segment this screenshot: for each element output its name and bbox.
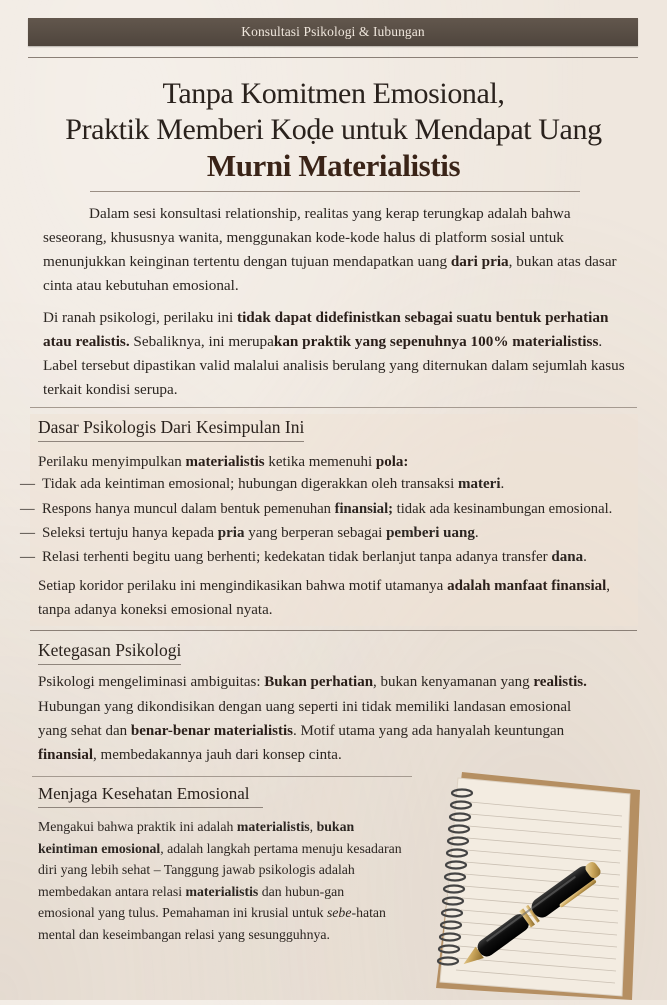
text: .	[474, 525, 479, 541]
section2-paragraph	[38, 695, 603, 767]
section-heading-dasar: Dasar Psikologis Dari Kesimpulan Ini	[38, 417, 304, 442]
emphasis: Bukan perhatian	[264, 674, 374, 690]
notebook-with-pen-icon	[410, 760, 667, 1000]
emphasis: bukan keintiman emosional	[38, 819, 355, 856]
emphasis: adalah manfaat finansial	[447, 578, 607, 594]
bullet-item	[20, 522, 640, 544]
title-line-3: Murni Materialistis	[206, 148, 461, 183]
emphasis: dana	[551, 549, 584, 565]
text: Relasi terhenti begitu uang berhenti; kedekatan tidak berlanjut tanpa adanya transfer	[42, 549, 552, 565]
text: , bukan atas dasar cinta atau kebutuhan emosional.	[43, 253, 617, 294]
title-line-2: Praktik Memberi Koḍe untuk Mendapat Uang	[65, 113, 602, 146]
header-divider	[28, 57, 638, 58]
page-title	[0, 76, 667, 184]
text: .	[500, 476, 505, 492]
section-heading-menjaga: Menjaga Kesehatan Emosional	[38, 784, 263, 808]
emphasis: realistis.	[533, 674, 587, 690]
title-divider	[90, 191, 580, 192]
dash-icon: —	[20, 525, 35, 541]
text: Psikologi mengeliminasi ambiguitas:	[38, 674, 265, 690]
text: Dalam sesi konsultasi relationship, realitas yang kerap terungkap adalah bahwa seseorang, khususnya wanita, menggunakan kode-kode halus di platform sosial untuk menunjukkan keinginan tertentu dengan tujuan mendapatkan uang	[43, 205, 571, 270]
text: Mengakui bahwa praktik ini adalah	[38, 819, 237, 834]
emphasis: benar-benar materialistis	[130, 723, 293, 739]
text: Setiap koridor perilaku ini mengindikasikan bahwa motif utamanya	[38, 578, 448, 594]
section-heading-ketegasan: Ketegasan Psikologi	[38, 640, 181, 665]
emphasis: finansial;	[334, 501, 394, 517]
emphasis: tidak dapat didefinistkan sebagai suatu bentuk perhatian atau realistis.	[43, 309, 609, 350]
bullet-item	[20, 498, 640, 520]
text: Respons hanya muncul dalam bentuk pemenuhan	[42, 501, 335, 517]
section-divider-3	[32, 776, 412, 777]
text: , adalah langkah pertama menuju kesadaran diri yang lebih sehat – Tanggung jawab psikologis adalah membedakan antara relasi	[38, 840, 402, 899]
intro-paragraph-2	[43, 306, 633, 402]
italic-text: sebe-	[326, 905, 357, 920]
text: Seleksi tertuju hanya kepada	[42, 525, 218, 541]
text: dan hubun-gan emosional yang tulus. Pemahaman ini krusial untuk	[38, 883, 345, 920]
section2-line	[38, 670, 648, 694]
text: Perilaku menyimpulkan	[38, 454, 186, 470]
text: .	[583, 549, 587, 565]
section3-paragraph	[38, 816, 403, 945]
intro-paragraph-1	[43, 202, 633, 298]
text: hatan mental dan keseimbangan relasi yang sesungguhnya.	[38, 905, 386, 942]
text: ketika memenuhi	[264, 454, 376, 470]
emphasis: kan praktik yang sepenuhnya 100% materialistiss	[273, 333, 599, 350]
emphasis: materialistis	[185, 883, 259, 899]
emphasis: finansial	[38, 747, 94, 763]
bullet-item	[20, 473, 640, 495]
text: , tanpa adanya koneksi emosional nyata.	[38, 578, 611, 618]
text: ,	[309, 819, 317, 834]
text: tidak ada kesinambungan emosional.	[393, 501, 613, 517]
emphasis: materialistis	[185, 454, 265, 470]
text: Di ranah psikologi, perilaku ini	[43, 309, 238, 326]
dash-icon: —	[20, 549, 35, 565]
title-line-1: Tanpa Komitmen Emosional,	[162, 77, 505, 110]
text: Tidak ada keintiman emosional; hubungan digerakkan oleh transaksi	[42, 476, 459, 492]
category-label: Konsultasi Psikologi & Iubungan	[241, 24, 425, 39]
emphasis: materialistis	[236, 819, 310, 834]
section-divider-1	[30, 407, 637, 408]
category-banner	[28, 18, 638, 46]
emphasis: materi	[458, 476, 501, 492]
text: , membedakannya jauh dari konsep cinta.	[93, 747, 342, 763]
text: . Label tersebut dipastikan valid malalui analisis berulang yang diternukan dalam sejumlah kasus terkait kondisi serupa.	[43, 333, 625, 398]
emphasis: dari pria	[450, 253, 509, 270]
dash-icon: —	[20, 476, 35, 492]
section1-closing	[38, 574, 638, 622]
section-divider-2	[30, 630, 637, 631]
bullet-item	[20, 546, 640, 568]
section1-lead	[38, 450, 628, 474]
text: Sebaliknya, ini merupa	[129, 333, 274, 350]
emphasis: pola:	[375, 454, 409, 470]
text: . Motif utama yang ada hanyalah keuntungan	[292, 723, 565, 739]
dash-icon: —	[20, 501, 35, 517]
emphasis: pria	[217, 525, 245, 541]
text: , bukan kenyamanan yang	[373, 674, 534, 690]
text: Hubungan yang dikondisikan dengan uang seperti ini tidak memiliki landasan emosional yang sehat dan	[38, 699, 572, 739]
text: yang berperan sebagai	[244, 525, 387, 541]
emphasis: pemberi uang	[386, 525, 475, 541]
